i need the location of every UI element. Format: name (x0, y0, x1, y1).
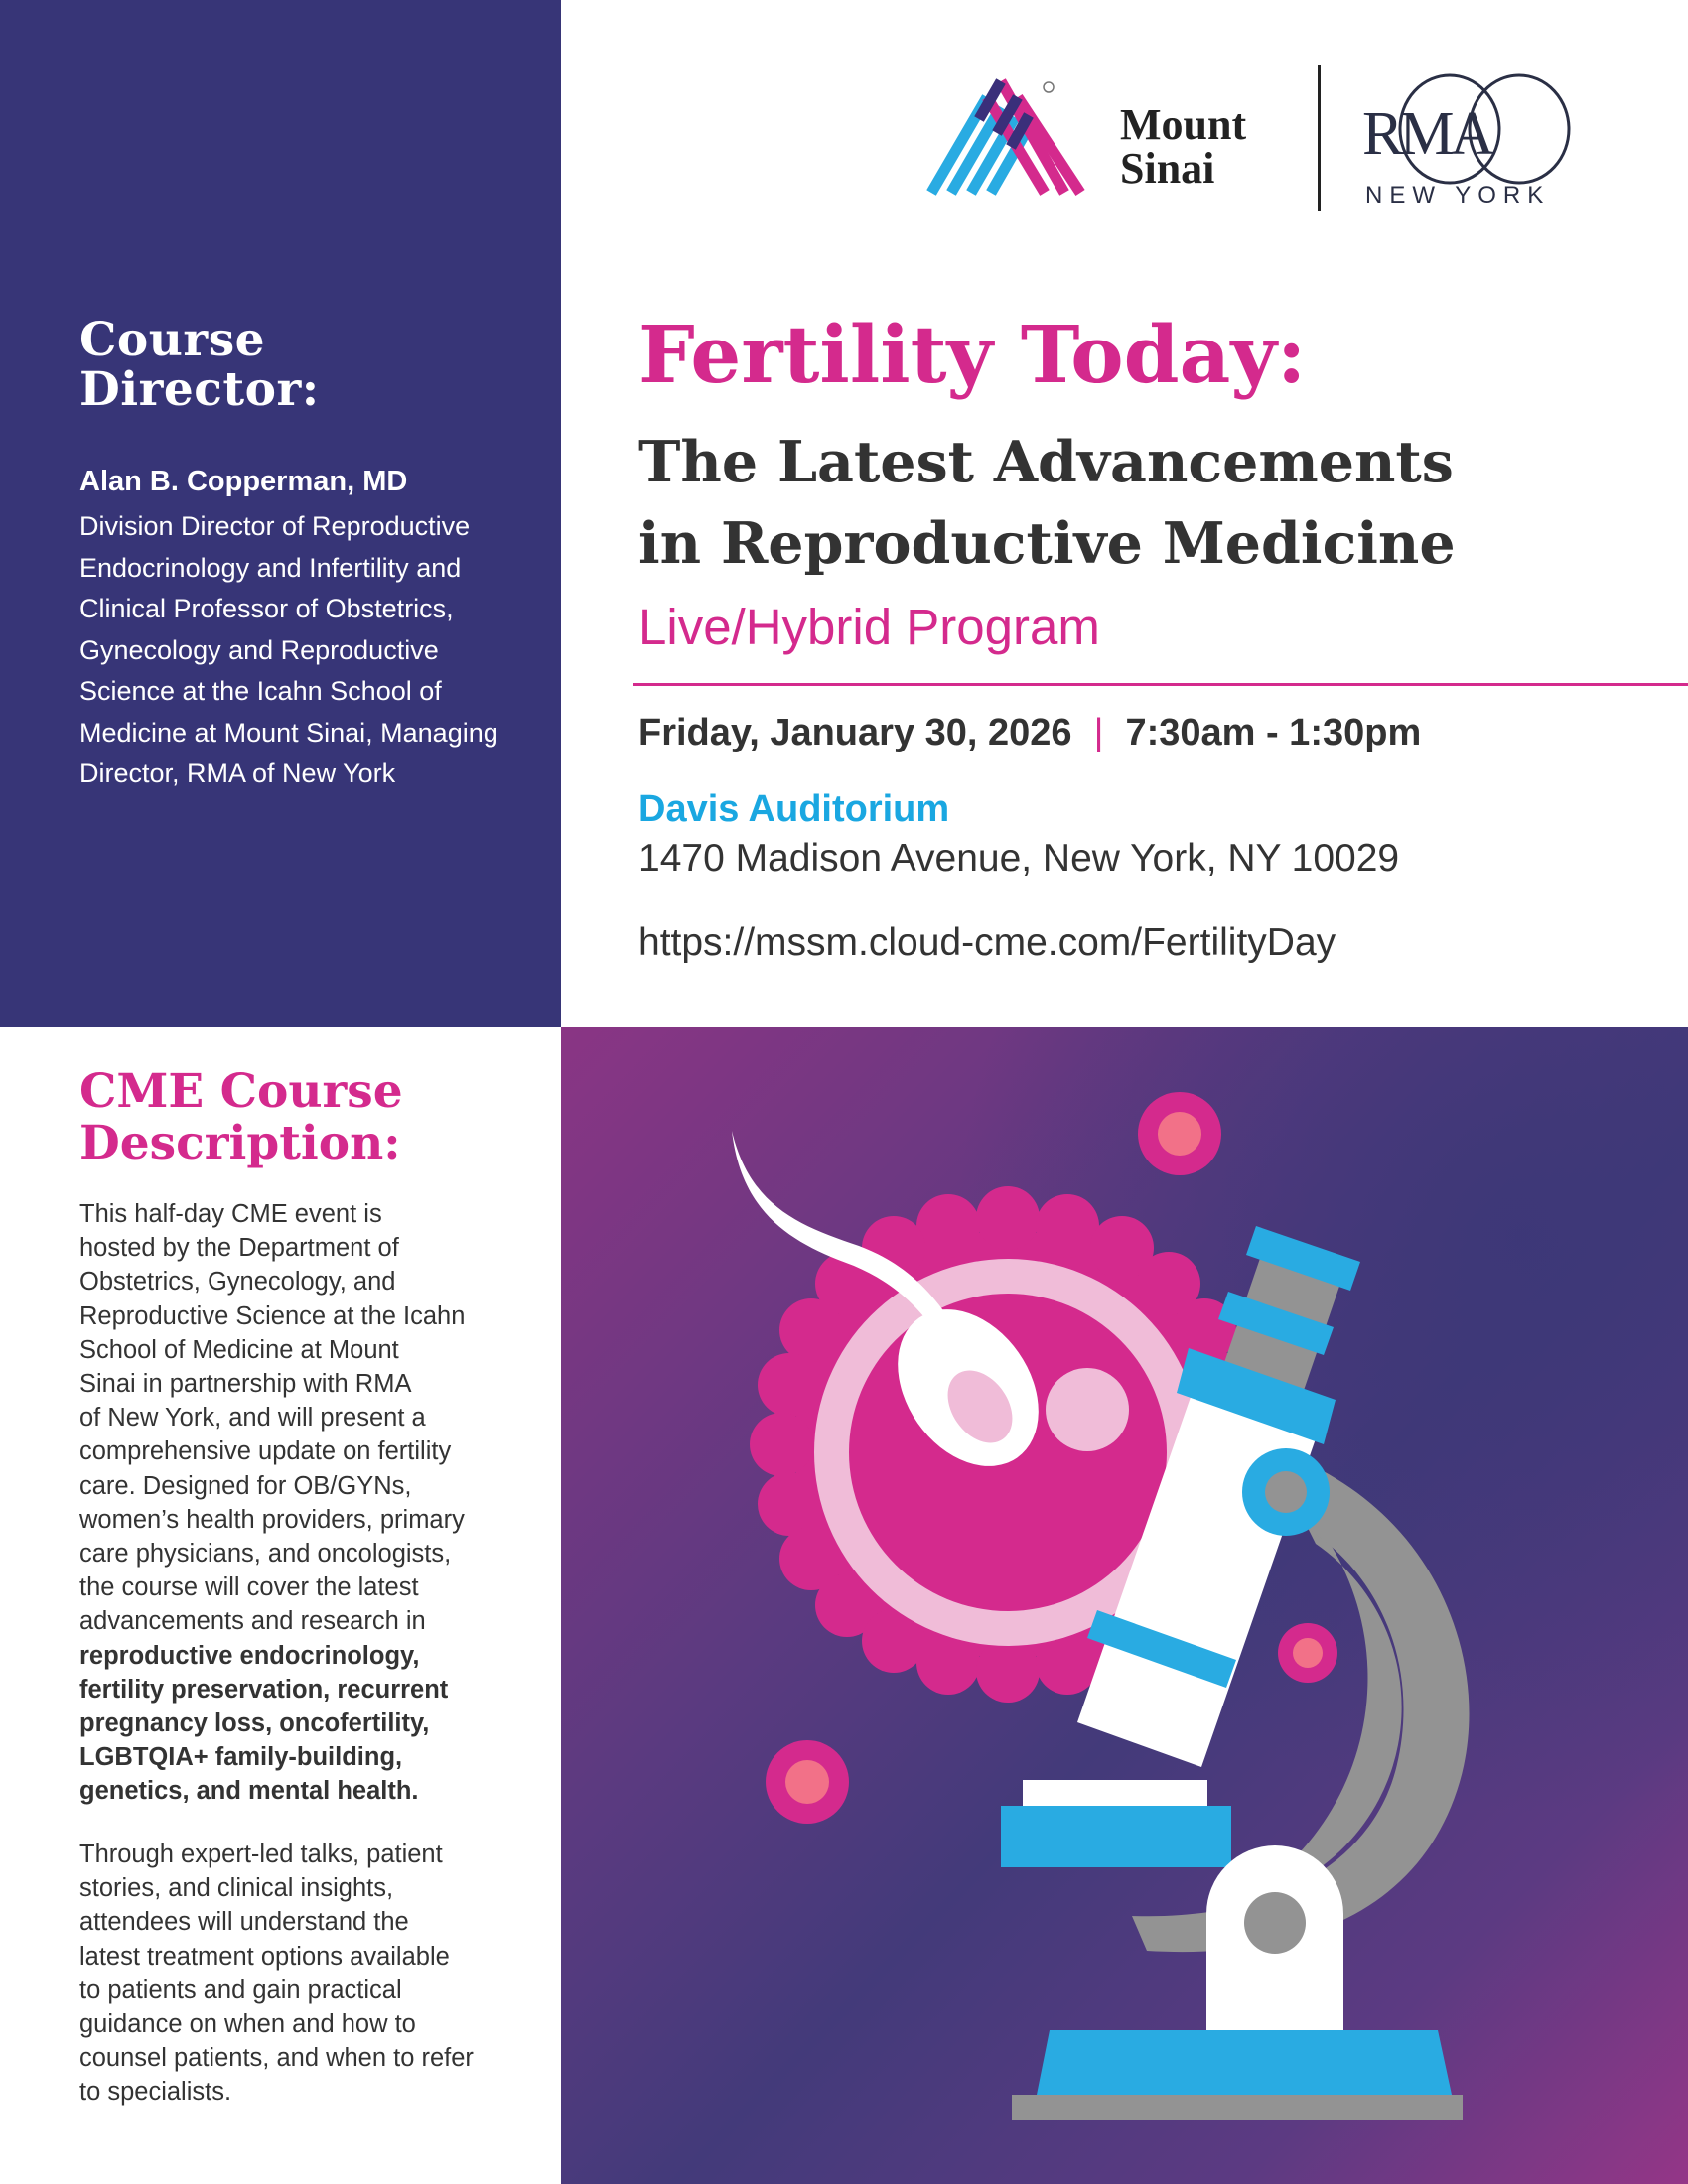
director-bio (79, 506, 536, 795)
body-line: hosted by the Department of (79, 1234, 399, 1263)
microscope-stage (1001, 1806, 1231, 1867)
date-separator: | (1093, 712, 1104, 753)
wordmark-line: Sinai (1120, 144, 1215, 193)
body-line: to specialists. (79, 2078, 232, 2107)
divider-rule (633, 683, 1688, 686)
heading-line: CME Course (79, 1064, 403, 1119)
subtitle-line: The Latest Advancements (638, 429, 1454, 495)
topic-line-bold: reproductive endocrinology, (79, 1641, 420, 1670)
body-line: stories, and clinical insights, (79, 1874, 394, 1903)
course-director-panel (0, 0, 561, 1027)
heading-line: Description: (79, 1116, 401, 1170)
body-line: attendees will understand the (79, 1908, 409, 1937)
body-line: care. Designed for OB/GYNs, (79, 1471, 412, 1500)
event-date: Friday, January 30, 2026 (638, 712, 1072, 753)
cell-dot-icon (1278, 1623, 1337, 1683)
body-line: Reproductive Science at the Icahn (79, 1301, 466, 1330)
wordmark-line: Mount (1120, 100, 1247, 149)
mount-sinai-wordmark (1120, 100, 1247, 193)
cell-dot-icon (1138, 1092, 1221, 1175)
microscope-base (1037, 2030, 1452, 2095)
venue-name: Davis Auditorium (638, 788, 950, 830)
cell-dot-icon (766, 1740, 849, 1824)
topic-line-bold: pregnancy loss, oncofertility, (79, 1709, 430, 1738)
event-time: 7:30am - 1:30pm (1125, 712, 1422, 753)
body-line: the course will cover the latest (79, 1573, 419, 1602)
body-line: care physicians, and oncologists, (79, 1540, 452, 1569)
bio-line: Endocrinology and Infertility and (79, 552, 462, 583)
body-line: Obstetrics, Gynecology, and (79, 1268, 396, 1297)
heading-line: Course (79, 313, 266, 367)
venue-address: 1470 Madison Avenue, New York, NY 10029 (638, 837, 1400, 880)
topic-line-bold: genetics, and mental health. (79, 1777, 419, 1806)
bio-line: Science at the Icahn School of (79, 676, 442, 706)
rma-wordmark: RMA (1362, 100, 1491, 168)
topic-line-bold: fertility preservation, recurrent (79, 1675, 449, 1704)
egg-sperm-microscope-illustration (561, 1027, 1688, 2184)
body-line: guidance on when and how to (79, 2010, 416, 2039)
slide (1023, 1780, 1207, 1806)
body-line: comprehensive update on fertility (79, 1437, 452, 1466)
director-name: Alan B. Copperman, MD (79, 466, 408, 497)
mount-sinai-logo-icon (923, 77, 1102, 197)
body-line: Through expert-led talks, patient (79, 1841, 443, 1868)
event-title: Fertility Today: (638, 308, 1307, 401)
bio-line: Gynecology and Reproductive (79, 634, 439, 665)
cme-description-heading (79, 1066, 403, 1169)
logo-divider (1318, 65, 1321, 211)
registration-link[interactable]: https://mssm.cloud-cme.com/FertilityDay (638, 921, 1336, 964)
body-line: This half-day CME event is (79, 1200, 382, 1228)
body-line: latest treatment options available (79, 1942, 450, 1971)
bio-line: Clinical Professor of Obstetrics, (79, 594, 454, 623)
bio-line: Medicine at Mount Sinai, Managing (79, 717, 498, 748)
body-line: Sinai in partnership with RMA (79, 1370, 412, 1399)
course-director-heading (79, 313, 320, 417)
rma-location: NEW YORK (1365, 182, 1551, 208)
subtitle-line: in Reproductive Medicine (638, 510, 1456, 577)
egg-nucleus (1046, 1368, 1129, 1451)
body-line: women’s health providers, primary (79, 1505, 465, 1534)
bio-line: Division Director of Reproductive (79, 511, 471, 541)
body-line: counsel patients, and when to refer (79, 2044, 474, 2073)
program-type: Live/Hybrid Program (638, 599, 1100, 655)
body-line: of New York, and will present a (79, 1404, 426, 1433)
body-line: advancements and research in (79, 1607, 426, 1636)
date-time-line (638, 712, 1421, 754)
cme-paragraph-1 (79, 1197, 546, 1809)
cme-paragraph-2 (79, 1838, 546, 2110)
bio-line: Director, RMA of New York (79, 758, 396, 788)
event-subtitle (638, 422, 1456, 585)
body-line: School of Medicine at Mount (79, 1335, 399, 1364)
body-line: to patients and gain practical (79, 1976, 402, 2004)
topic-line-bold: LGBTQIA+ family-building, (79, 1743, 403, 1772)
heading-line: Director: (79, 362, 320, 417)
